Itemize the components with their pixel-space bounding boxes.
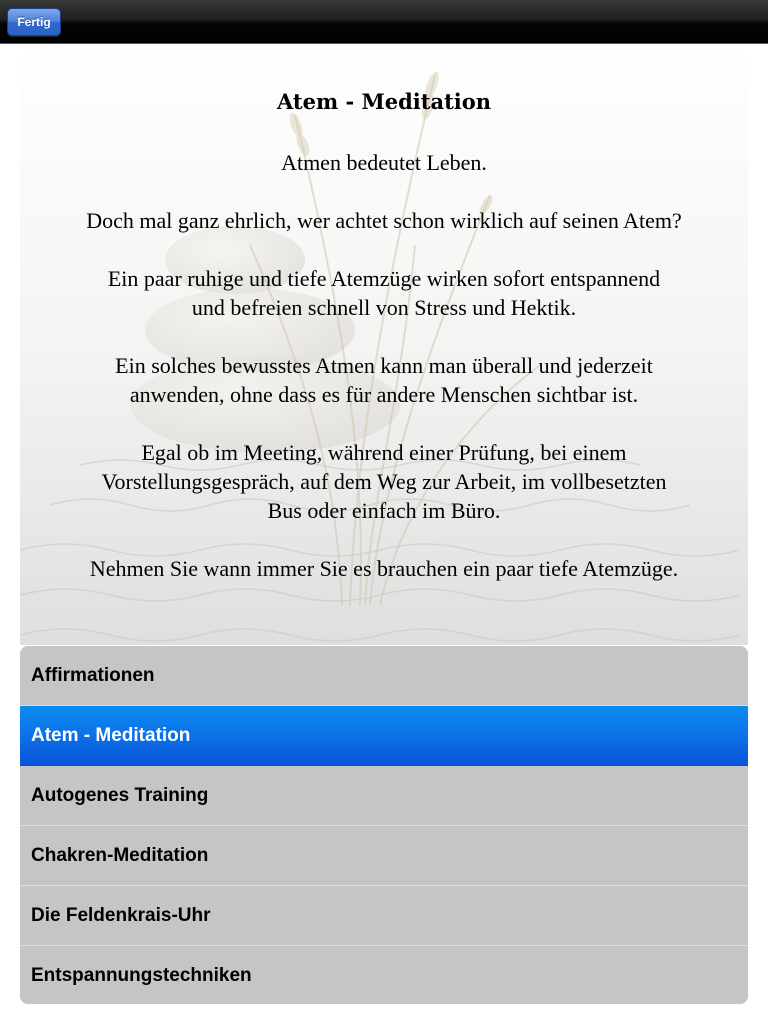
- list-item-label: Atem - Meditation: [31, 725, 191, 746]
- list-item-chakren-meditation[interactable]: [20, 826, 748, 886]
- done-button[interactable]: Fertig: [7, 8, 61, 36]
- list-item-label: Entspannungstechniken: [31, 965, 252, 986]
- paragraph-line: anwenden, ohne dass es für andere Menschen sichtbar ist.: [129, 382, 639, 407]
- navigation-bar: [0, 0, 768, 44]
- paragraph-line: und befreien schnell von Stress und Hektik.: [191, 295, 577, 320]
- list-item-feldenkrais-uhr[interactable]: [20, 886, 748, 946]
- article-paragraph: [20, 264, 748, 322]
- paragraph-line: Nehmen Sie wann immer Sie es brauchen ein paar tiefe Atemzüge.: [89, 556, 679, 581]
- list-item-label: Chakren-Meditation: [31, 845, 209, 866]
- paragraph-line: Vorstellungsgespräch, auf dem Weg zur Arbeit, im vollbesetzten: [101, 469, 667, 494]
- list-item-label: Autogenes Training: [31, 785, 209, 806]
- list-item-label: Die Feldenkrais-Uhr: [31, 905, 211, 926]
- paragraph-line: Ein paar ruhige und tiefe Atemzüge wirken sofort entspannend: [107, 266, 661, 291]
- topic-list: [20, 646, 748, 1004]
- paragraph-line: Doch mal ganz ehrlich, wer achtet schon wirklich auf seinen Atem?: [86, 208, 682, 233]
- list-item-affirmationen[interactable]: [20, 646, 748, 706]
- list-item-atem-meditation[interactable]: [20, 706, 748, 766]
- article-paragraph: [20, 554, 748, 583]
- article-paragraph: [20, 206, 748, 235]
- article-paragraph: [20, 351, 748, 409]
- paragraph-line: Atmen bedeutet Leben.: [281, 150, 487, 175]
- paragraph-line: Egal ob im Meeting, während einer Prüfung, bei einem: [141, 440, 627, 465]
- list-item-entspannungstechniken[interactable]: [20, 946, 748, 1004]
- article-paragraph: [20, 148, 748, 177]
- paragraph-line: Bus oder einfach im Büro.: [267, 498, 501, 523]
- article-title: Atem - Meditation: [276, 89, 492, 114]
- content-panel: [20, 45, 748, 645]
- paragraph-line: Ein solches bewusstes Atmen kann man überall und jederzeit: [115, 353, 653, 378]
- article-paragraph: [20, 438, 748, 525]
- list-item-autogenes-training[interactable]: [20, 766, 748, 826]
- list-item-label: Affirmationen: [31, 665, 155, 686]
